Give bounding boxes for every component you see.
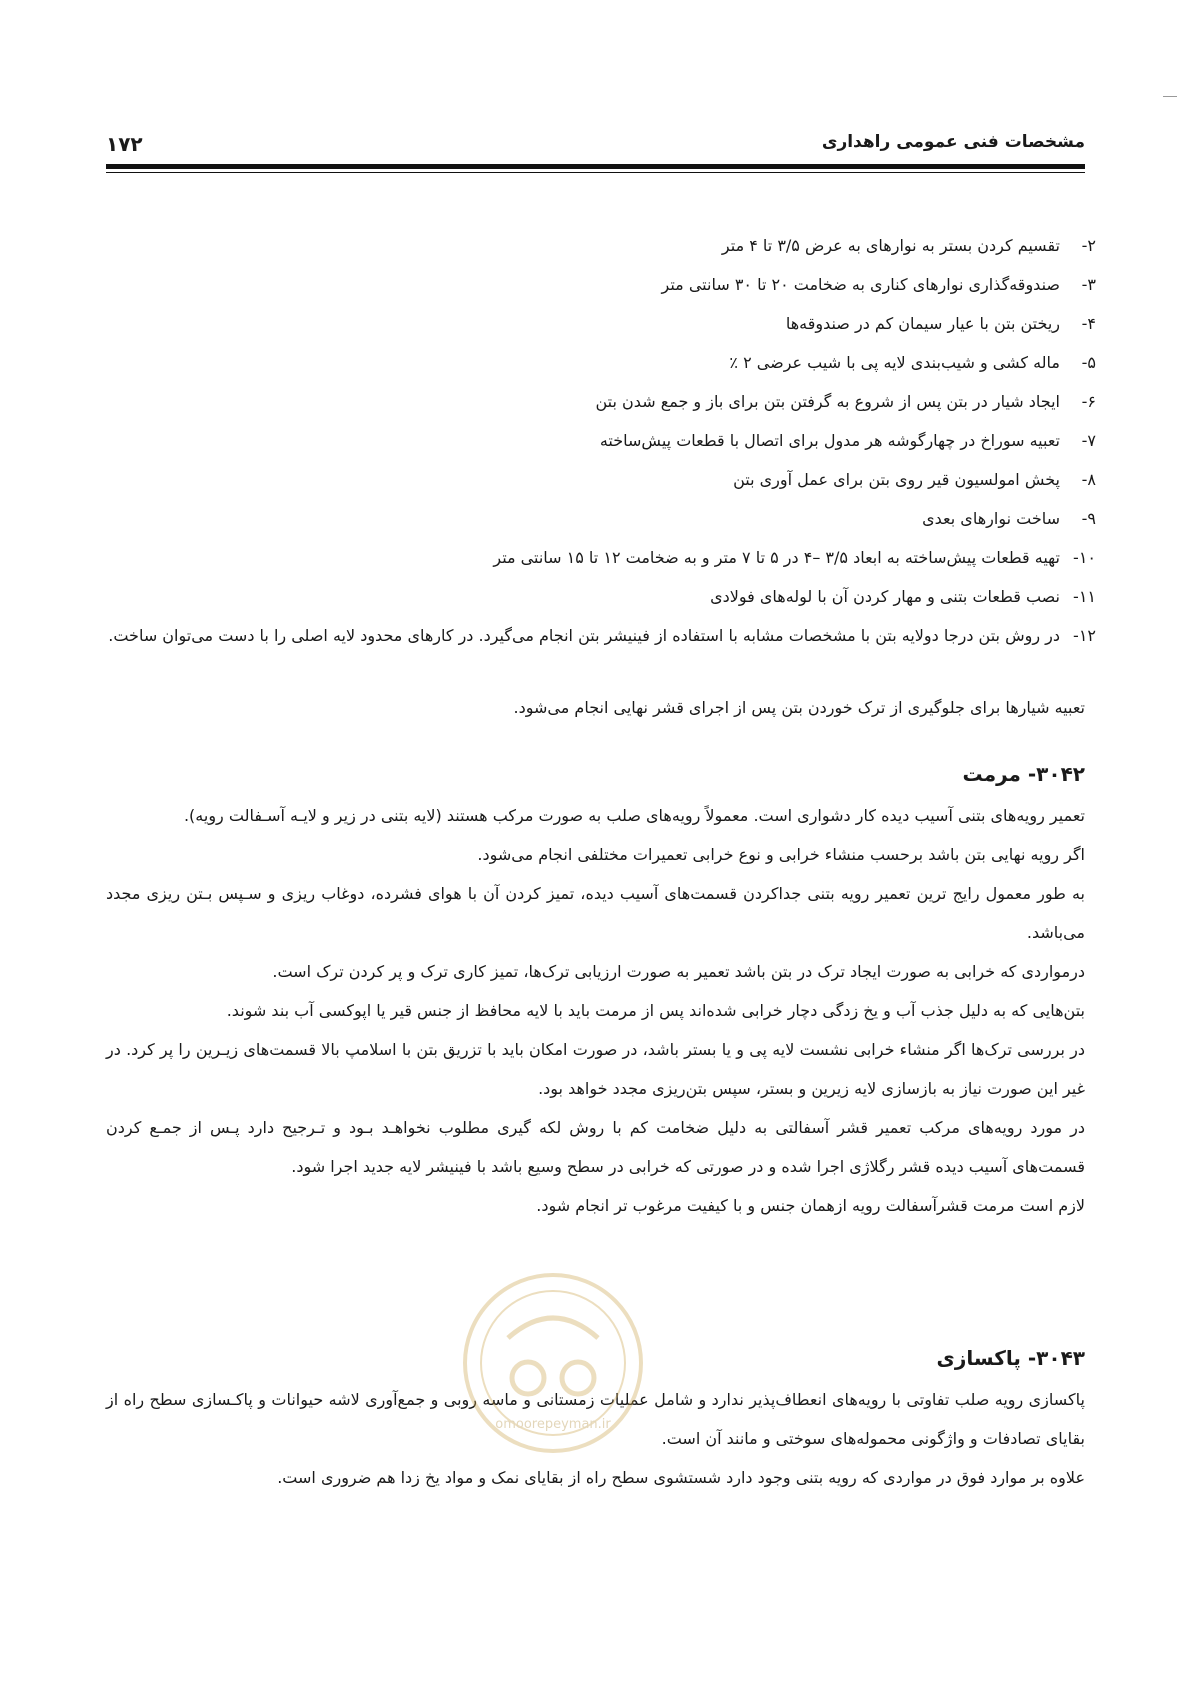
note-paragraph: تعبیه شیارها برای جلوگیری از ترک خوردن بتن پس از اجرای قشر نهایی انجام می‌شود. (513, 698, 1085, 717)
paragraph: در بررسی ترک‌ها اگر منشاء خرابی نشست لایه پی و یا بستر باشد، در صورت امکان باید با تزریق بتن با اسلامپ بالا قسمت‌های زیـرین را پر کرد. در غیر این صورت نیاز به بازسازی لایه زیرین و بستر، سپس بتن‌ریزی مجدد خواهد بود. (106, 1040, 1085, 1098)
paragraph: پاکسازی رویه صلب تفاوتی با رویه‌های انعطاف‌پذیر ندارد و شامل عملیات زمستانی و ماسه روبی و جمع‌آوری لاشه حیوانات و پاکـسازی سطح راه از بقایای تصادفات و واژگونی محموله‌های سوختی و مانند آن است. (106, 1390, 1085, 1448)
svg-text:omoorepeyman.ir: omoorepeyman.ir (495, 1417, 611, 1432)
paragraph: به طور معمول رایج ترین تعمیر رویه بتنی جداکردن قسمت‌های آسیب دیده، تمیز کردن آن با هوای فشرده، دوغاب ریزی و سـپس بـتن ریزی مجدد می‌باشد. (106, 884, 1085, 942)
page-header (106, 128, 1085, 168)
header-rule-thin (106, 172, 1085, 173)
list-item: ۳- صندوقه‌گذاری نوارهای کناری به ضخامت ۲۰ تا ۳۰ سانتی متر (661, 275, 1096, 294)
page-number: ۱۷۲ (106, 132, 143, 156)
paragraph: تعمیر رویه‌های بتنی آسیب دیده کار دشواری است. معمولاً رویه‌های صلب به صورت مرکب هستند (لایه بتنی در زیر و لایـه آسـفالت رویه). (183, 806, 1085, 825)
list-item: ۲- تقسیم کردن بستر به نوارهای به عرض ۳/۵ تا ۴ متر (721, 236, 1096, 255)
list-item: ۷- تعبیه سوراخ در چهارگوشه هر مدول برای اتصال با قطعات پیش‌ساخته (599, 431, 1096, 450)
paragraph: درمواردی که خرابی به صورت ایجاد ترک در بتن باشد تعمیر به صورت ارزیابی ترک‌ها، تمیز کاری ترک و پر کردن ترک است. (272, 962, 1085, 981)
steps-list (106, 226, 1096, 655)
list-item: ۴- ریختن بتن با عیار سیمان کم در صندوقه‌ها (785, 314, 1096, 333)
section-repair (106, 752, 1085, 1225)
section-heading: ۳۰۴۲- مرمت (962, 762, 1085, 786)
list-item: ۱۱- نصب قطعات بتنی و مهار کردن آن با لوله‌های فولادی (710, 587, 1096, 606)
list-item: ۹- ساخت نوارهای بعدی (922, 509, 1096, 528)
paragraph: اگر رویه نهایی بتن باشد برحسب منشاء خرابی و نوع خرابی تعمیرات مختلفی انجام می‌شود. (477, 845, 1085, 864)
paragraph: علاوه بر موارد فوق در مواردی که رویه بتنی وجود دارد شستشوی سطح راه از بقایای نمک و مواد یخ زدا هم ضروری است. (277, 1468, 1085, 1487)
paragraph: لازم است مرمت قشرآسفالت رویه ازهمان جنس و با کیفیت مرغوب تر انجام شود. (536, 1196, 1085, 1215)
section-heading: ۳۰۴۳- پاکسازی (936, 1346, 1085, 1370)
list-item: ۱۲- در روش بتن درجا دولایه بتن با مشخصات مشابه با استفاده از فینیشر بتن انجام می‌گیرد. در کارهای محدود لایه اصلی را با دست می‌توان ساخت. (108, 626, 1096, 645)
section-cleaning (106, 1336, 1085, 1497)
list-item: ۶- ایجاد شیار در بتن پس از شروع به گرفتن بتن برای باز و جمع شدن بتن (595, 392, 1096, 411)
scan-artifact (1163, 96, 1177, 97)
header-rule-thick (106, 164, 1085, 169)
header-title: مشخصات فنی عمومی راهداری (821, 132, 1085, 152)
list-item: ۸- پخش امولسیون قیر روی بتن برای عمل آوری بتن (733, 470, 1096, 489)
paragraph: بتن‌هایی که به دلیل جذب آب و یخ زدگی دچار خرابی شده‌اند پس از مرمت باید با لایه محافظ از جنس قیر یا اپوکسی آب بند شوند. (226, 1001, 1085, 1020)
list-item: ۵- ماله کشی و شیب‌بندی لایه پی با شیب عرضی ۲ ٪ (729, 353, 1096, 372)
paragraph: در مورد رویه‌های مرکب تعمیر قشر آسفالتی به دلیل ضخامت کم با روش لکه گیری مطلوب نخواهـد بـود و تـرجیح دارد پـس از جمـع کردن قسمت‌های آسیب دیده قشر رگلاژی اجرا شده و در صورتی که خرابی در سطح وسیع باشد با فینیشر لایه جدید اجرا شود. (106, 1118, 1085, 1176)
list-item: ۱۰- تهیه قطعات پیش‌ساخته به ابعاد ۳/۵ –۴ در ۵ تا ۷ متر و به ضخامت ۱۲ تا ۱۵ سانتی متر (493, 548, 1096, 567)
